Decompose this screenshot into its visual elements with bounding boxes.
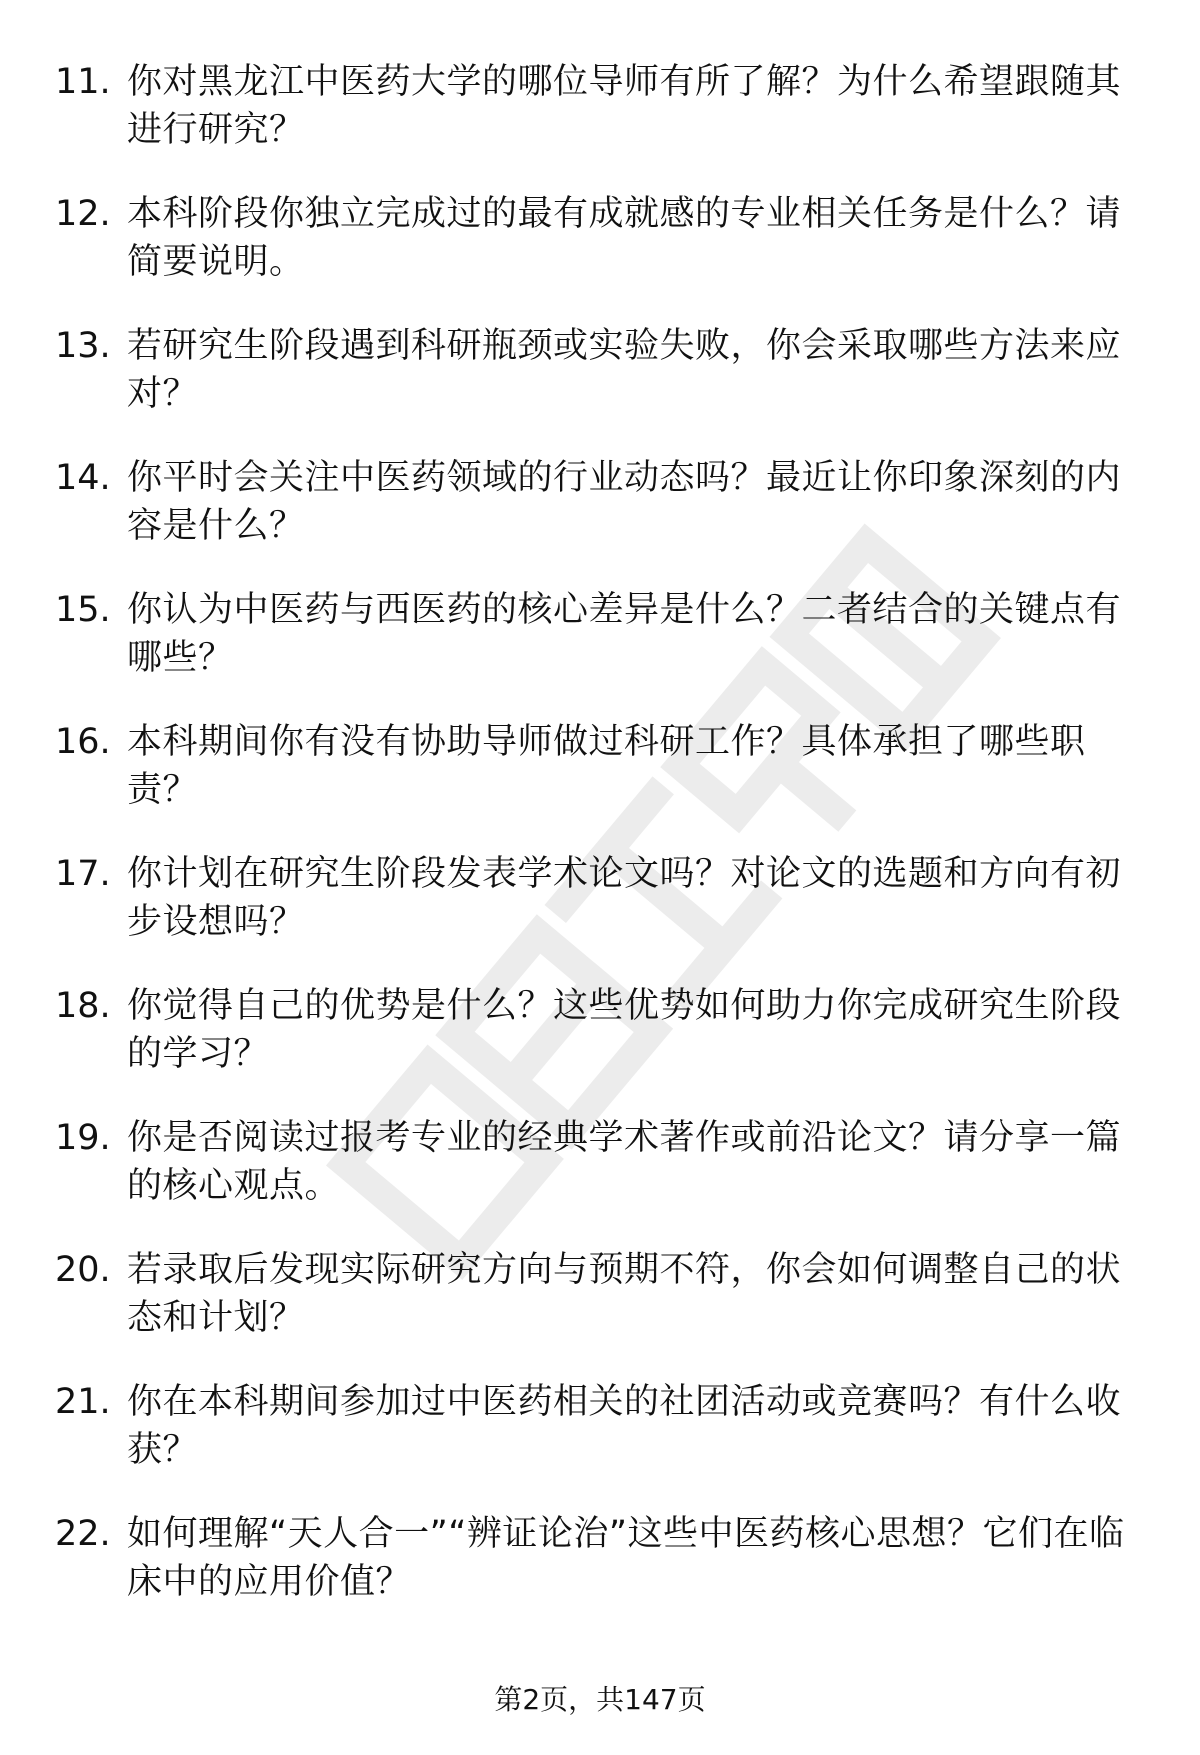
question-text: 如何理解“天人合一”“辨证论治”这些中医药核心思想？它们在临床中的应用价值？ <box>127 1514 1125 1602</box>
question-text: 你觉得自己的优势是什么？这些优势如何助力你完成研究生阶段的学习？ <box>127 986 1122 1074</box>
page-footer <box>0 1680 1200 1720</box>
list-item <box>55 1246 1145 1378</box>
question-number: 22. <box>55 1514 111 1554</box>
question-number: 17. <box>55 854 111 894</box>
question-number: 19. <box>55 1118 111 1158</box>
question-text: 本科期间你有没有协助导师做过科研工作？具体承担了哪些职责？ <box>127 722 1086 810</box>
question-number: 15. <box>55 590 111 630</box>
list-item <box>55 718 1145 850</box>
question-text: 你计划在研究生阶段发表学术论文吗？对论文的选题和方向有初步设想吗？ <box>127 854 1122 942</box>
question-text: 你对黑龙江中医药大学的哪位导师有所了解？为什么希望跟随其进行研究？ <box>127 62 1122 150</box>
question-text: 若录取后发现实际研究方向与预期不符，你会如何调整自己的状态和计划？ <box>127 1250 1122 1338</box>
question-text: 你认为中医药与西医药的核心差异是什么？二者结合的关键点有哪些？ <box>127 590 1122 678</box>
question-number: 11. <box>55 62 111 102</box>
list-item <box>55 1114 1145 1246</box>
list-item <box>55 586 1145 718</box>
question-number: 21. <box>55 1382 111 1422</box>
list-item <box>55 454 1145 586</box>
list-item <box>55 982 1145 1114</box>
question-text: 若研究生阶段遇到科研瓶颈或实验失败，你会采取哪些方法来应对？ <box>127 326 1122 414</box>
list-item <box>55 1378 1145 1510</box>
page-number-label: 第2页，共147页 <box>494 1683 706 1716</box>
question-number: 13. <box>55 326 111 366</box>
list-item <box>55 322 1145 454</box>
question-number: 16. <box>55 722 111 762</box>
question-number: 20. <box>55 1250 111 1290</box>
question-text: 你在本科期间参加过中医药相关的社团活动或竞赛吗？有什么收获？ <box>127 1382 1122 1470</box>
question-number: 14. <box>55 458 111 498</box>
question-list <box>55 58 1145 1642</box>
list-item <box>55 58 1145 190</box>
list-item <box>55 850 1145 982</box>
list-item <box>55 1510 1145 1642</box>
question-number: 18. <box>55 986 111 1026</box>
question-text: 本科阶段你独立完成过的最有成就感的专业相关任务是什么？请简要说明。 <box>127 194 1122 282</box>
list-item <box>55 190 1145 322</box>
question-text: 你是否阅读过报考专业的经典学术著作或前沿论文？请分享一篇的核心观点。 <box>127 1118 1122 1206</box>
question-text: 你平时会关注中医药领域的行业动态吗？最近让你印象深刻的内容是什么？ <box>127 458 1122 546</box>
question-number: 12. <box>55 194 111 234</box>
